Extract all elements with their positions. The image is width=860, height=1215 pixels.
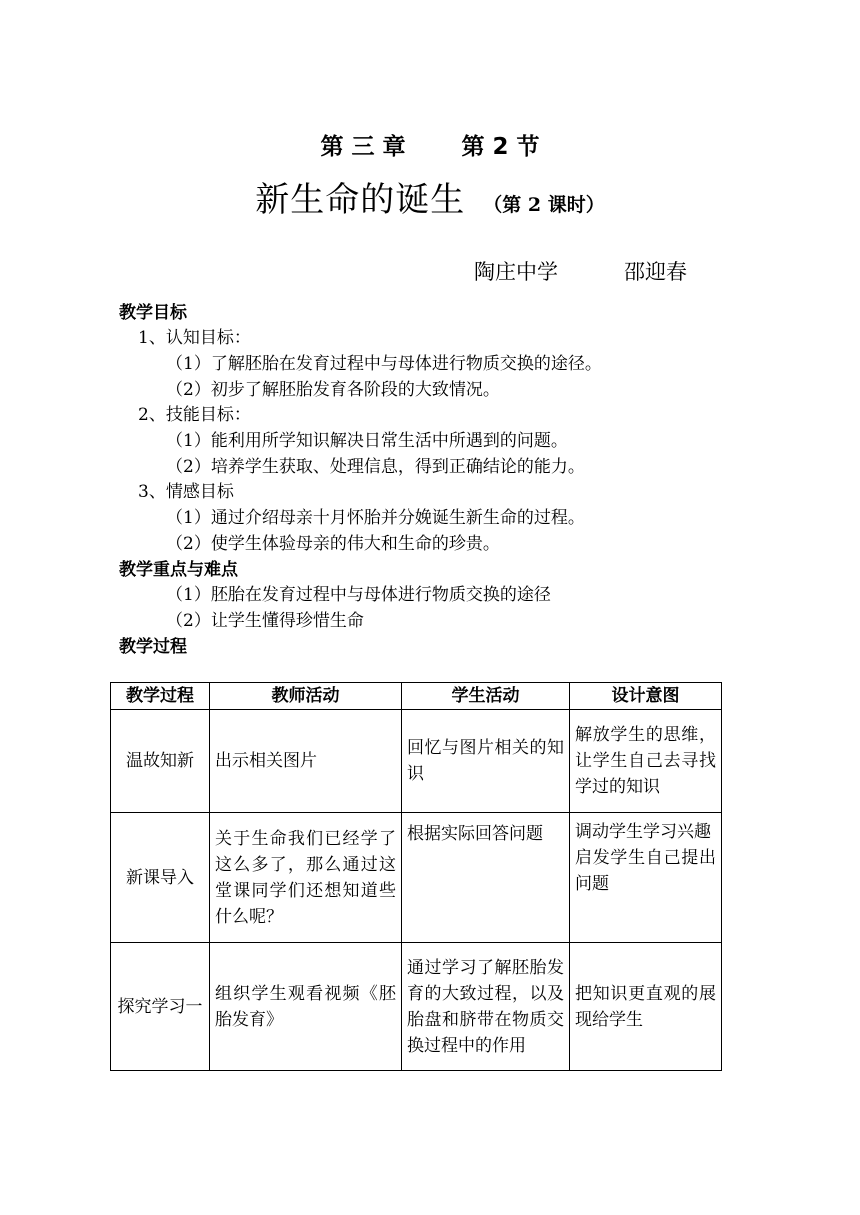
stage-cell: 探究学习一 bbox=[111, 943, 210, 1071]
objective-group-label: 2、技能目标： bbox=[138, 405, 251, 425]
key-point-item: （1）胚胎在发育过程中与母体进行物质交换的途径 bbox=[166, 585, 551, 605]
design-intent-line: 把知识更直观的展现给学生 bbox=[575, 983, 716, 1030]
student-activity-cell: 通过学习了解胚胎发育的大致过程，以及胎盘和脐带在物质交换过程中的作用 bbox=[402, 943, 570, 1071]
student-activity-cell: 根据实际回答问题 bbox=[402, 813, 570, 943]
teacher-activity-cell: 关于生命我们已经学了这么多了，那么通过这堂课同学们还想知道些什么呢？ bbox=[210, 813, 402, 943]
table-row bbox=[111, 710, 722, 813]
teacher-activity-cell: 出示相关图片 bbox=[210, 710, 402, 813]
teacher-name: 邵迎春 bbox=[624, 260, 687, 284]
lesson-period: （第 2 课时） bbox=[483, 194, 605, 216]
objective-item: （2）使学生体验母亲的伟大和生命的珍贵。 bbox=[166, 534, 500, 554]
author-line bbox=[474, 256, 687, 286]
student-activity-cell: 回忆与图片相关的知识 bbox=[402, 710, 570, 813]
process-table bbox=[110, 682, 722, 1071]
section-label: 第 2 节 bbox=[461, 134, 540, 160]
title-row bbox=[0, 172, 860, 221]
column-header: 设计意图 bbox=[570, 683, 722, 710]
objective-item: （2）培养学生获取、处理信息，得到正确结论的能力。 bbox=[166, 457, 585, 477]
column-header: 教师活动 bbox=[210, 683, 402, 710]
design-intent-line: 解放学生的思维，让学生自己去寻找学过的知识 bbox=[575, 725, 716, 797]
stage-cell: 温故知新 bbox=[111, 710, 210, 813]
process-heading: 教学过程 bbox=[119, 637, 187, 657]
objective-group-label: 1、认知目标： bbox=[138, 328, 251, 348]
table-row bbox=[111, 943, 722, 1071]
design-intent-cell bbox=[570, 813, 722, 943]
design-intent-line: 启发学生自己提出问题 bbox=[575, 848, 716, 894]
objective-item: （1）通过介绍母亲十月怀胎并分娩诞生新生命的过程。 bbox=[166, 508, 585, 528]
table-header-row bbox=[111, 683, 722, 710]
table-row bbox=[111, 813, 722, 943]
key-point-item: （2）让学生懂得珍惜生命 bbox=[166, 611, 364, 631]
teacher-activity-cell: 组织学生观看视频《胚胎发育》 bbox=[210, 943, 402, 1071]
objective-item: （1）能利用所学知识解决日常生活中所遇到的问题。 bbox=[166, 431, 568, 451]
key-points-heading: 教学重点与难点 bbox=[119, 560, 238, 580]
objective-group-label: 3、情感目标 bbox=[138, 482, 234, 502]
objective-item: （2）初步了解胚胎发育各阶段的大致情况。 bbox=[166, 380, 500, 400]
chapter-label: 第 三 章 bbox=[320, 134, 406, 160]
column-header: 教学过程 bbox=[111, 683, 210, 710]
design-intent-line: 调动学生学习兴趣 bbox=[575, 822, 711, 842]
objectives-heading: 教学目标 bbox=[119, 303, 187, 323]
lesson-title: 新生命的诞生 bbox=[255, 180, 466, 220]
chapter-heading bbox=[0, 128, 860, 161]
design-intent-cell bbox=[570, 943, 722, 1071]
stage-cell: 新课导入 bbox=[111, 813, 210, 943]
objective-item: （1）了解胚胎在发育过程中与母体进行物质交换的途径。 bbox=[166, 354, 602, 374]
school-name: 陶庄中学 bbox=[474, 260, 558, 284]
column-header: 学生活动 bbox=[402, 683, 570, 710]
design-intent-cell bbox=[570, 710, 722, 813]
